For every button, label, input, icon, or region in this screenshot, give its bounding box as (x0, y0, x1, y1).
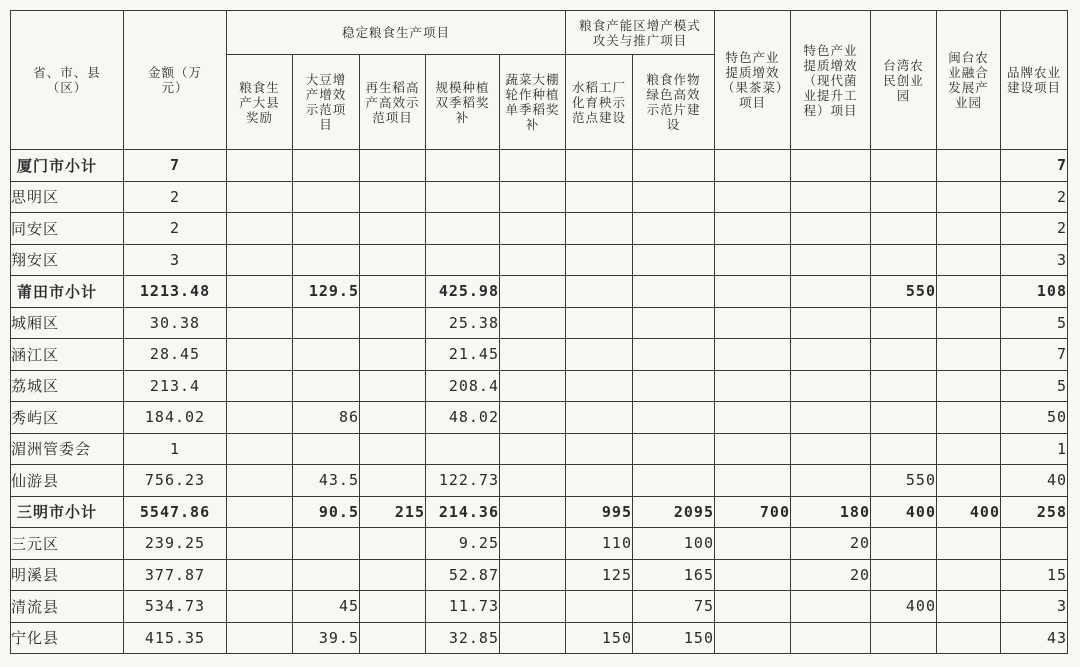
value-cell-c1 (227, 622, 293, 654)
value-cell-c5 (500, 213, 566, 245)
value-cell-c11 (937, 465, 1001, 497)
value-cell-c10: 400 (871, 496, 937, 528)
value-cell-c12: 3 (1001, 591, 1068, 623)
table-row (11, 622, 1068, 654)
value-cell-c3 (360, 339, 426, 371)
value-cell-c1 (227, 213, 293, 245)
value-cell-c10 (871, 307, 937, 339)
value-cell-c9 (791, 370, 871, 402)
value-cell-c9: 20 (791, 559, 871, 591)
region-name-cell: 厦门市小计 (11, 150, 124, 182)
value-cell-c2: 129.5 (293, 276, 360, 308)
value-cell-c10 (871, 528, 937, 560)
value-cell-c3: 215 (360, 496, 426, 528)
amount-cell: 2 (124, 181, 227, 213)
value-cell-c9 (791, 402, 871, 434)
region-name-cell: 城厢区 (11, 307, 124, 339)
value-cell-c1 (227, 528, 293, 560)
value-cell-c6: 995 (566, 496, 633, 528)
value-cell-c6 (566, 150, 633, 182)
value-cell-c8 (715, 370, 791, 402)
table-row (11, 559, 1068, 591)
value-cell-c5 (500, 339, 566, 371)
value-cell-c11 (937, 181, 1001, 213)
region-name-cell: 三元区 (11, 528, 124, 560)
value-cell-c4: 425.98 (426, 276, 500, 308)
value-cell-c1 (227, 150, 293, 182)
value-cell-c3 (360, 433, 426, 465)
value-cell-c9 (791, 276, 871, 308)
value-cell-c4: 11.73 (426, 591, 500, 623)
amount-cell: 1213.48 (124, 276, 227, 308)
value-cell-c4: 208.4 (426, 370, 500, 402)
table-row (11, 591, 1068, 623)
value-cell-c9 (791, 244, 871, 276)
value-cell-c4 (426, 150, 500, 182)
value-cell-c9 (791, 591, 871, 623)
value-cell-c7: 165 (633, 559, 715, 591)
value-cell-c8 (715, 181, 791, 213)
value-cell-c9: 20 (791, 528, 871, 560)
value-cell-c11 (937, 622, 1001, 654)
value-cell-c6 (566, 307, 633, 339)
value-cell-c2: 45 (293, 591, 360, 623)
value-cell-c5 (500, 465, 566, 497)
subtotal-row (11, 276, 1068, 308)
value-cell-c8 (715, 402, 791, 434)
value-cell-c3 (360, 181, 426, 213)
value-cell-c12 (1001, 528, 1068, 560)
value-cell-c3 (360, 465, 426, 497)
value-cell-c2: 86 (293, 402, 360, 434)
header-fungus: 特色产业提质增效（现代菌业提升工程）项目 (791, 11, 871, 150)
value-cell-c4 (426, 181, 500, 213)
value-cell-c3 (360, 150, 426, 182)
value-cell-c11 (937, 307, 1001, 339)
amount-cell: 534.73 (124, 591, 227, 623)
value-cell-c7 (633, 402, 715, 434)
header-ratoon: 再生稻高产高效示范项目 (360, 55, 426, 150)
value-cell-c8 (715, 433, 791, 465)
value-cell-c7: 2095 (633, 496, 715, 528)
region-name-cell: 莆田市小计 (11, 276, 124, 308)
value-cell-c5 (500, 496, 566, 528)
value-cell-c2 (293, 559, 360, 591)
value-cell-c8 (715, 307, 791, 339)
amount-cell: 213.4 (124, 370, 227, 402)
value-cell-c10: 550 (871, 276, 937, 308)
header-minti: 闽台农业融合发展产业园 (937, 11, 1001, 150)
region-name-cell: 宁化县 (11, 622, 124, 654)
value-cell-c4: 25.38 (426, 307, 500, 339)
value-cell-c3 (360, 528, 426, 560)
value-cell-c11 (937, 150, 1001, 182)
header-grain-county: 粮食生产大县奖励 (227, 55, 293, 150)
value-cell-c2 (293, 244, 360, 276)
amount-cell: 756.23 (124, 465, 227, 497)
value-cell-c2: 39.5 (293, 622, 360, 654)
value-cell-c9 (791, 622, 871, 654)
value-cell-c3 (360, 244, 426, 276)
value-cell-c12: 5 (1001, 307, 1068, 339)
value-cell-c2: 43.5 (293, 465, 360, 497)
region-name-cell: 同安区 (11, 213, 124, 245)
table-row (11, 370, 1068, 402)
value-cell-c2 (293, 339, 360, 371)
amount-cell: 1 (124, 433, 227, 465)
value-cell-c4 (426, 433, 500, 465)
value-cell-c5 (500, 244, 566, 276)
value-cell-c7 (633, 244, 715, 276)
value-cell-c5 (500, 591, 566, 623)
value-cell-c3 (360, 559, 426, 591)
value-cell-c5 (500, 150, 566, 182)
value-cell-c3 (360, 622, 426, 654)
value-cell-c11 (937, 276, 1001, 308)
value-cell-c1 (227, 181, 293, 213)
region-name-cell: 荔城区 (11, 370, 124, 402)
value-cell-c11 (937, 559, 1001, 591)
value-cell-c8: 700 (715, 496, 791, 528)
value-cell-c8 (715, 591, 791, 623)
table-row (11, 465, 1068, 497)
header-green: 粮食作物绿色高效示范片建设 (633, 55, 715, 150)
value-cell-c9 (791, 465, 871, 497)
amount-cell: 377.87 (124, 559, 227, 591)
value-cell-c6 (566, 339, 633, 371)
value-cell-c1 (227, 244, 293, 276)
value-cell-c8 (715, 622, 791, 654)
region-name-cell: 清流县 (11, 591, 124, 623)
value-cell-c10 (871, 370, 937, 402)
value-cell-c9 (791, 213, 871, 245)
value-cell-c4: 32.85 (426, 622, 500, 654)
header-taiwan: 台湾农民创业园 (871, 11, 937, 150)
value-cell-c12: 5 (1001, 370, 1068, 402)
value-cell-c3 (360, 402, 426, 434)
header-soybean: 大豆增产增效示范项目 (293, 55, 360, 150)
value-cell-c7: 150 (633, 622, 715, 654)
header-group-capacity: 粮食产能区增产模式攻关与推广项目 (566, 11, 715, 55)
value-cell-c6 (566, 244, 633, 276)
value-cell-c6: 110 (566, 528, 633, 560)
value-cell-c4: 122.73 (426, 465, 500, 497)
value-cell-c5 (500, 622, 566, 654)
value-cell-c6 (566, 276, 633, 308)
value-cell-c12: 1 (1001, 433, 1068, 465)
value-cell-c9 (791, 433, 871, 465)
table-row (11, 339, 1068, 371)
amount-cell: 28.45 (124, 339, 227, 371)
value-cell-c6 (566, 402, 633, 434)
value-cell-c5 (500, 181, 566, 213)
value-cell-c7 (633, 339, 715, 371)
value-cell-c1 (227, 496, 293, 528)
value-cell-c8 (715, 213, 791, 245)
value-cell-c2 (293, 181, 360, 213)
value-cell-c7 (633, 433, 715, 465)
value-cell-c6 (566, 370, 633, 402)
value-cell-c6: 125 (566, 559, 633, 591)
value-cell-c9 (791, 339, 871, 371)
funding-table (10, 10, 1068, 654)
value-cell-c3 (360, 591, 426, 623)
region-name-cell: 仙游县 (11, 465, 124, 497)
value-cell-c5 (500, 307, 566, 339)
amount-cell: 5547.86 (124, 496, 227, 528)
value-cell-c9 (791, 150, 871, 182)
value-cell-c3 (360, 307, 426, 339)
header-region: 省、市、县（区） (11, 11, 124, 150)
value-cell-c12: 108 (1001, 276, 1068, 308)
region-name-cell: 湄洲管委会 (11, 433, 124, 465)
value-cell-c11 (937, 339, 1001, 371)
value-cell-c9 (791, 181, 871, 213)
value-cell-c11 (937, 591, 1001, 623)
value-cell-c6 (566, 213, 633, 245)
value-cell-c7 (633, 213, 715, 245)
value-cell-c9 (791, 307, 871, 339)
value-cell-c5 (500, 402, 566, 434)
table-row (11, 181, 1068, 213)
value-cell-c2 (293, 150, 360, 182)
header-brand: 品牌农业建设项目 (1001, 11, 1068, 150)
value-cell-c2 (293, 528, 360, 560)
value-cell-c10 (871, 213, 937, 245)
amount-cell: 2 (124, 213, 227, 245)
value-cell-c11: 400 (937, 496, 1001, 528)
value-cell-c5 (500, 559, 566, 591)
value-cell-c6 (566, 465, 633, 497)
value-cell-c2 (293, 307, 360, 339)
header-group-stable: 稳定粮食生产项目 (227, 11, 566, 55)
region-name-cell: 翔安区 (11, 244, 124, 276)
value-cell-c7: 100 (633, 528, 715, 560)
value-cell-c10 (871, 559, 937, 591)
value-cell-c8 (715, 276, 791, 308)
value-cell-c10 (871, 402, 937, 434)
value-cell-c4: 9.25 (426, 528, 500, 560)
value-cell-c5 (500, 528, 566, 560)
value-cell-c10: 400 (871, 591, 937, 623)
value-cell-c1 (227, 307, 293, 339)
value-cell-c1 (227, 591, 293, 623)
value-cell-c2 (293, 213, 360, 245)
region-name-cell: 三明市小计 (11, 496, 124, 528)
value-cell-c6 (566, 433, 633, 465)
value-cell-c10 (871, 622, 937, 654)
header-seedling: 水稻工厂化育秧示范点建设 (566, 55, 633, 150)
value-cell-c2 (293, 370, 360, 402)
value-cell-c12: 50 (1001, 402, 1068, 434)
region-name-cell: 涵江区 (11, 339, 124, 371)
value-cell-c1 (227, 276, 293, 308)
value-cell-c4: 214.36 (426, 496, 500, 528)
value-cell-c8 (715, 150, 791, 182)
value-cell-c4 (426, 244, 500, 276)
value-cell-c5 (500, 370, 566, 402)
value-cell-c7 (633, 150, 715, 182)
value-cell-c10 (871, 433, 937, 465)
value-cell-c10: 550 (871, 465, 937, 497)
value-cell-c7: 75 (633, 591, 715, 623)
table-row (11, 307, 1068, 339)
subtotal-row (11, 150, 1068, 182)
amount-cell: 239.25 (124, 528, 227, 560)
amount-cell: 3 (124, 244, 227, 276)
value-cell-c12: 3 (1001, 244, 1068, 276)
value-cell-c1 (227, 370, 293, 402)
value-cell-c4: 21.45 (426, 339, 500, 371)
value-cell-c12: 7 (1001, 339, 1068, 371)
value-cell-c11 (937, 244, 1001, 276)
header-fruit-tea: 特色产业提质增效（果茶菜）项目 (715, 11, 791, 150)
value-cell-c12: 15 (1001, 559, 1068, 591)
header-amount: 金额（万元） (124, 11, 227, 150)
value-cell-c9: 180 (791, 496, 871, 528)
value-cell-c3 (360, 370, 426, 402)
value-cell-c12: 2 (1001, 213, 1068, 245)
value-cell-c10 (871, 150, 937, 182)
value-cell-c12: 40 (1001, 465, 1068, 497)
value-cell-c7 (633, 307, 715, 339)
table-row (11, 244, 1068, 276)
table-row (11, 528, 1068, 560)
value-cell-c12: 258 (1001, 496, 1068, 528)
value-cell-c4 (426, 213, 500, 245)
value-cell-c8 (715, 244, 791, 276)
value-cell-c12: 7 (1001, 150, 1068, 182)
value-cell-c11 (937, 370, 1001, 402)
value-cell-c7 (633, 370, 715, 402)
value-cell-c2 (293, 433, 360, 465)
value-cell-c8 (715, 339, 791, 371)
region-name-cell: 秀屿区 (11, 402, 124, 434)
value-cell-c11 (937, 433, 1001, 465)
value-cell-c12: 2 (1001, 181, 1068, 213)
value-cell-c3 (360, 213, 426, 245)
header-double-rice: 规模种植双季稻奖补 (426, 55, 500, 150)
value-cell-c6: 150 (566, 622, 633, 654)
value-cell-c6 (566, 181, 633, 213)
value-cell-c11 (937, 528, 1001, 560)
value-cell-c1 (227, 339, 293, 371)
value-cell-c5 (500, 276, 566, 308)
value-cell-c2: 90.5 (293, 496, 360, 528)
amount-cell: 415.35 (124, 622, 227, 654)
region-name-cell: 明溪县 (11, 559, 124, 591)
value-cell-c1 (227, 465, 293, 497)
value-cell-c7 (633, 181, 715, 213)
value-cell-c10 (871, 244, 937, 276)
value-cell-c6 (566, 591, 633, 623)
value-cell-c1 (227, 402, 293, 434)
value-cell-c7 (633, 276, 715, 308)
value-cell-c8 (715, 559, 791, 591)
subtotal-row (11, 496, 1068, 528)
table-row (11, 402, 1068, 434)
value-cell-c10 (871, 181, 937, 213)
amount-cell: 184.02 (124, 402, 227, 434)
table-row (11, 213, 1068, 245)
value-cell-c3 (360, 276, 426, 308)
table-row (11, 433, 1068, 465)
value-cell-c12: 43 (1001, 622, 1068, 654)
value-cell-c7 (633, 465, 715, 497)
value-cell-c8 (715, 528, 791, 560)
value-cell-c4: 52.87 (426, 559, 500, 591)
value-cell-c11 (937, 402, 1001, 434)
value-cell-c4: 48.02 (426, 402, 500, 434)
value-cell-c10 (871, 339, 937, 371)
amount-cell: 30.38 (124, 307, 227, 339)
value-cell-c11 (937, 213, 1001, 245)
region-name-cell: 思明区 (11, 181, 124, 213)
value-cell-c1 (227, 559, 293, 591)
value-cell-c1 (227, 433, 293, 465)
header-veg-rice: 蔬菜大棚轮作种植单季稻奖补 (500, 55, 566, 150)
value-cell-c8 (715, 465, 791, 497)
value-cell-c5 (500, 433, 566, 465)
amount-cell: 7 (124, 150, 227, 182)
